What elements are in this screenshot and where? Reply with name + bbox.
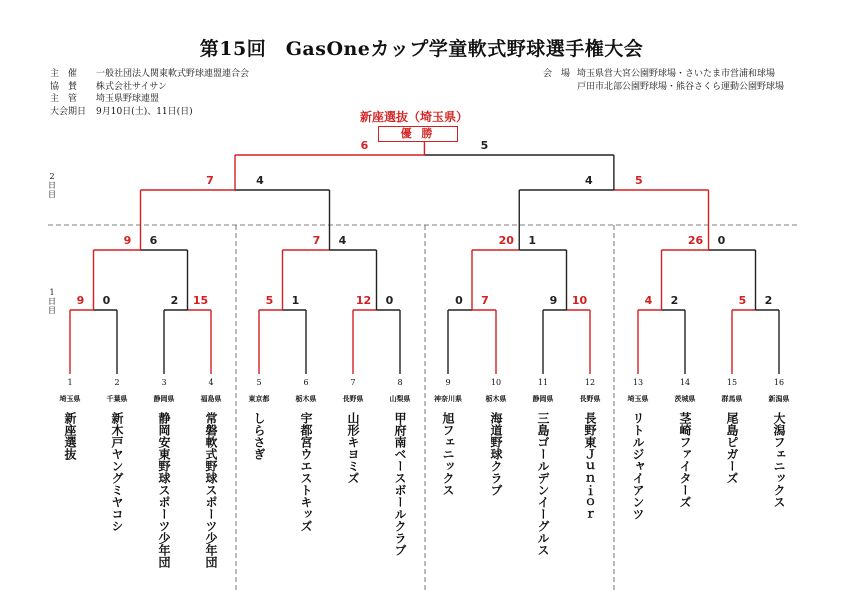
team-prefecture: 神奈川県 [434, 395, 462, 403]
match-score: 2 [670, 294, 679, 307]
match-score: 7 [481, 294, 489, 307]
match-score: 0 [717, 234, 726, 247]
venue-value: 埼玉県営大宮公園野球場・さいたま市営浦和球場 [577, 69, 776, 79]
team-name: 甲府南ベースボールクラブ [393, 412, 407, 556]
match-score: 15 [192, 294, 209, 307]
team-prefecture: 長野県 [342, 395, 364, 403]
team-name: 新木戸ヤングミヤコシ [110, 412, 124, 532]
team-prefecture: 群馬県 [721, 395, 743, 403]
champion-box: 優 勝 [378, 126, 458, 142]
info-value: 株式会社サイサン [96, 81, 167, 92]
match-score: 9 [123, 234, 132, 247]
day2-label: 2日目 [48, 172, 56, 199]
match-score: 20 [498, 234, 514, 247]
venue-key: 会 場 [543, 69, 571, 79]
match-score: 4 [338, 234, 347, 247]
match-score: 26 [687, 234, 704, 247]
match-score: 9 [76, 294, 85, 307]
team-name: 新座選抜 [63, 412, 77, 460]
match-score: 6 [360, 139, 369, 152]
team-name: 常磐軟式野球スポーツ少年団 [204, 412, 218, 568]
info-key: 主 催 [50, 69, 78, 79]
team-name: 長野東Ｊｕｎｉｏｒ [583, 412, 597, 520]
match-score: 4 [256, 174, 264, 187]
team-prefecture: 静岡県 [532, 395, 554, 403]
team-prefecture: 福島県 [200, 395, 222, 403]
match-score: 10 [571, 294, 588, 307]
match-score: 1 [291, 294, 300, 307]
match-score: 12 [355, 294, 372, 307]
team-prefecture: 長野県 [579, 395, 601, 403]
team-number: 9 [445, 378, 451, 387]
team-number: 2 [114, 378, 120, 387]
match-score: 0 [385, 294, 394, 307]
info-value: 9月10日(土)、11日(日) [96, 106, 193, 117]
team-name: 大潟フェニックス [772, 412, 786, 508]
info-key: 協 賛 [50, 81, 78, 92]
team-number: 12 [584, 378, 596, 387]
team-number: 3 [161, 378, 167, 387]
team-number: 8 [397, 378, 403, 387]
team-number: 11 [537, 378, 549, 387]
team-number: 5 [256, 378, 262, 387]
team-prefecture: 埼玉県 [59, 395, 81, 403]
match-score: 5 [265, 294, 274, 307]
team-prefecture: 千葉県 [106, 395, 128, 403]
team-number: 14 [679, 378, 691, 387]
team-name: 山形キヨミズ [346, 412, 360, 484]
team-name: しらさぎ [252, 412, 266, 460]
team-number: 13 [632, 378, 644, 387]
match-score: 6 [149, 234, 158, 247]
team-name: 旭フェニックス [441, 412, 455, 496]
match-score: 5 [738, 294, 747, 307]
info-value: 埼玉県野球連盟 [96, 94, 160, 104]
team-name: 尾島ピガーズ [725, 412, 739, 484]
team-name: 静岡安東野球スポーツ少年団 [157, 412, 171, 568]
team-prefecture: 山梨県 [389, 395, 411, 403]
match-score: 2 [764, 294, 773, 307]
team-name: リトルジャイアンツ [631, 412, 645, 520]
team-name: 茎崎ファイターズ [678, 412, 692, 508]
team-prefecture: 静岡県 [153, 395, 175, 403]
match-score: 0 [455, 294, 463, 307]
match-score: 7 [206, 174, 214, 187]
team-prefecture: 東京都 [248, 395, 270, 403]
match-score: 5 [480, 139, 489, 152]
team-name: 宇都宮ウエストキッズ [299, 412, 313, 532]
team-name: 海道野球クラブ [489, 412, 503, 496]
info-key: 主 管 [50, 94, 78, 104]
venue-value: 戸田市北部公園野球場・熊谷さくら運動公園野球場 [577, 81, 785, 92]
team-number: 7 [350, 378, 356, 387]
team-name: 三島ゴールデンイーグルス [536, 412, 550, 556]
team-prefecture: 栃木県 [295, 395, 317, 403]
match-score: 5 [635, 174, 643, 187]
day1-label: 1日目 [48, 288, 56, 315]
match-score: 9 [549, 294, 558, 307]
match-score: 2 [170, 294, 179, 307]
info-key: 大会期日 [50, 106, 87, 117]
match-score: 1 [528, 234, 537, 247]
match-score: 7 [312, 234, 321, 247]
info-value: 一般社団法人関東軟式野球連盟連合会 [96, 69, 250, 79]
team-number: 16 [773, 378, 785, 387]
team-prefecture: 埼玉県 [627, 395, 649, 403]
team-number: 6 [303, 378, 309, 387]
team-prefecture: 茨城県 [674, 395, 696, 403]
team-prefecture: 栃木県 [485, 395, 507, 403]
match-score: 4 [644, 294, 653, 307]
page-title: 第15回 GasOneカップ学童軟式野球選手権大会 [199, 38, 644, 60]
match-score: 0 [102, 294, 111, 307]
team-number: 15 [726, 378, 738, 387]
team-prefecture: 新潟県 [768, 395, 790, 403]
match-score: 4 [585, 174, 593, 187]
champion-team: 新座選抜（埼玉県） [359, 110, 468, 124]
team-number: 4 [208, 378, 214, 387]
team-number: 1 [67, 378, 73, 387]
team-number: 10 [490, 378, 502, 387]
